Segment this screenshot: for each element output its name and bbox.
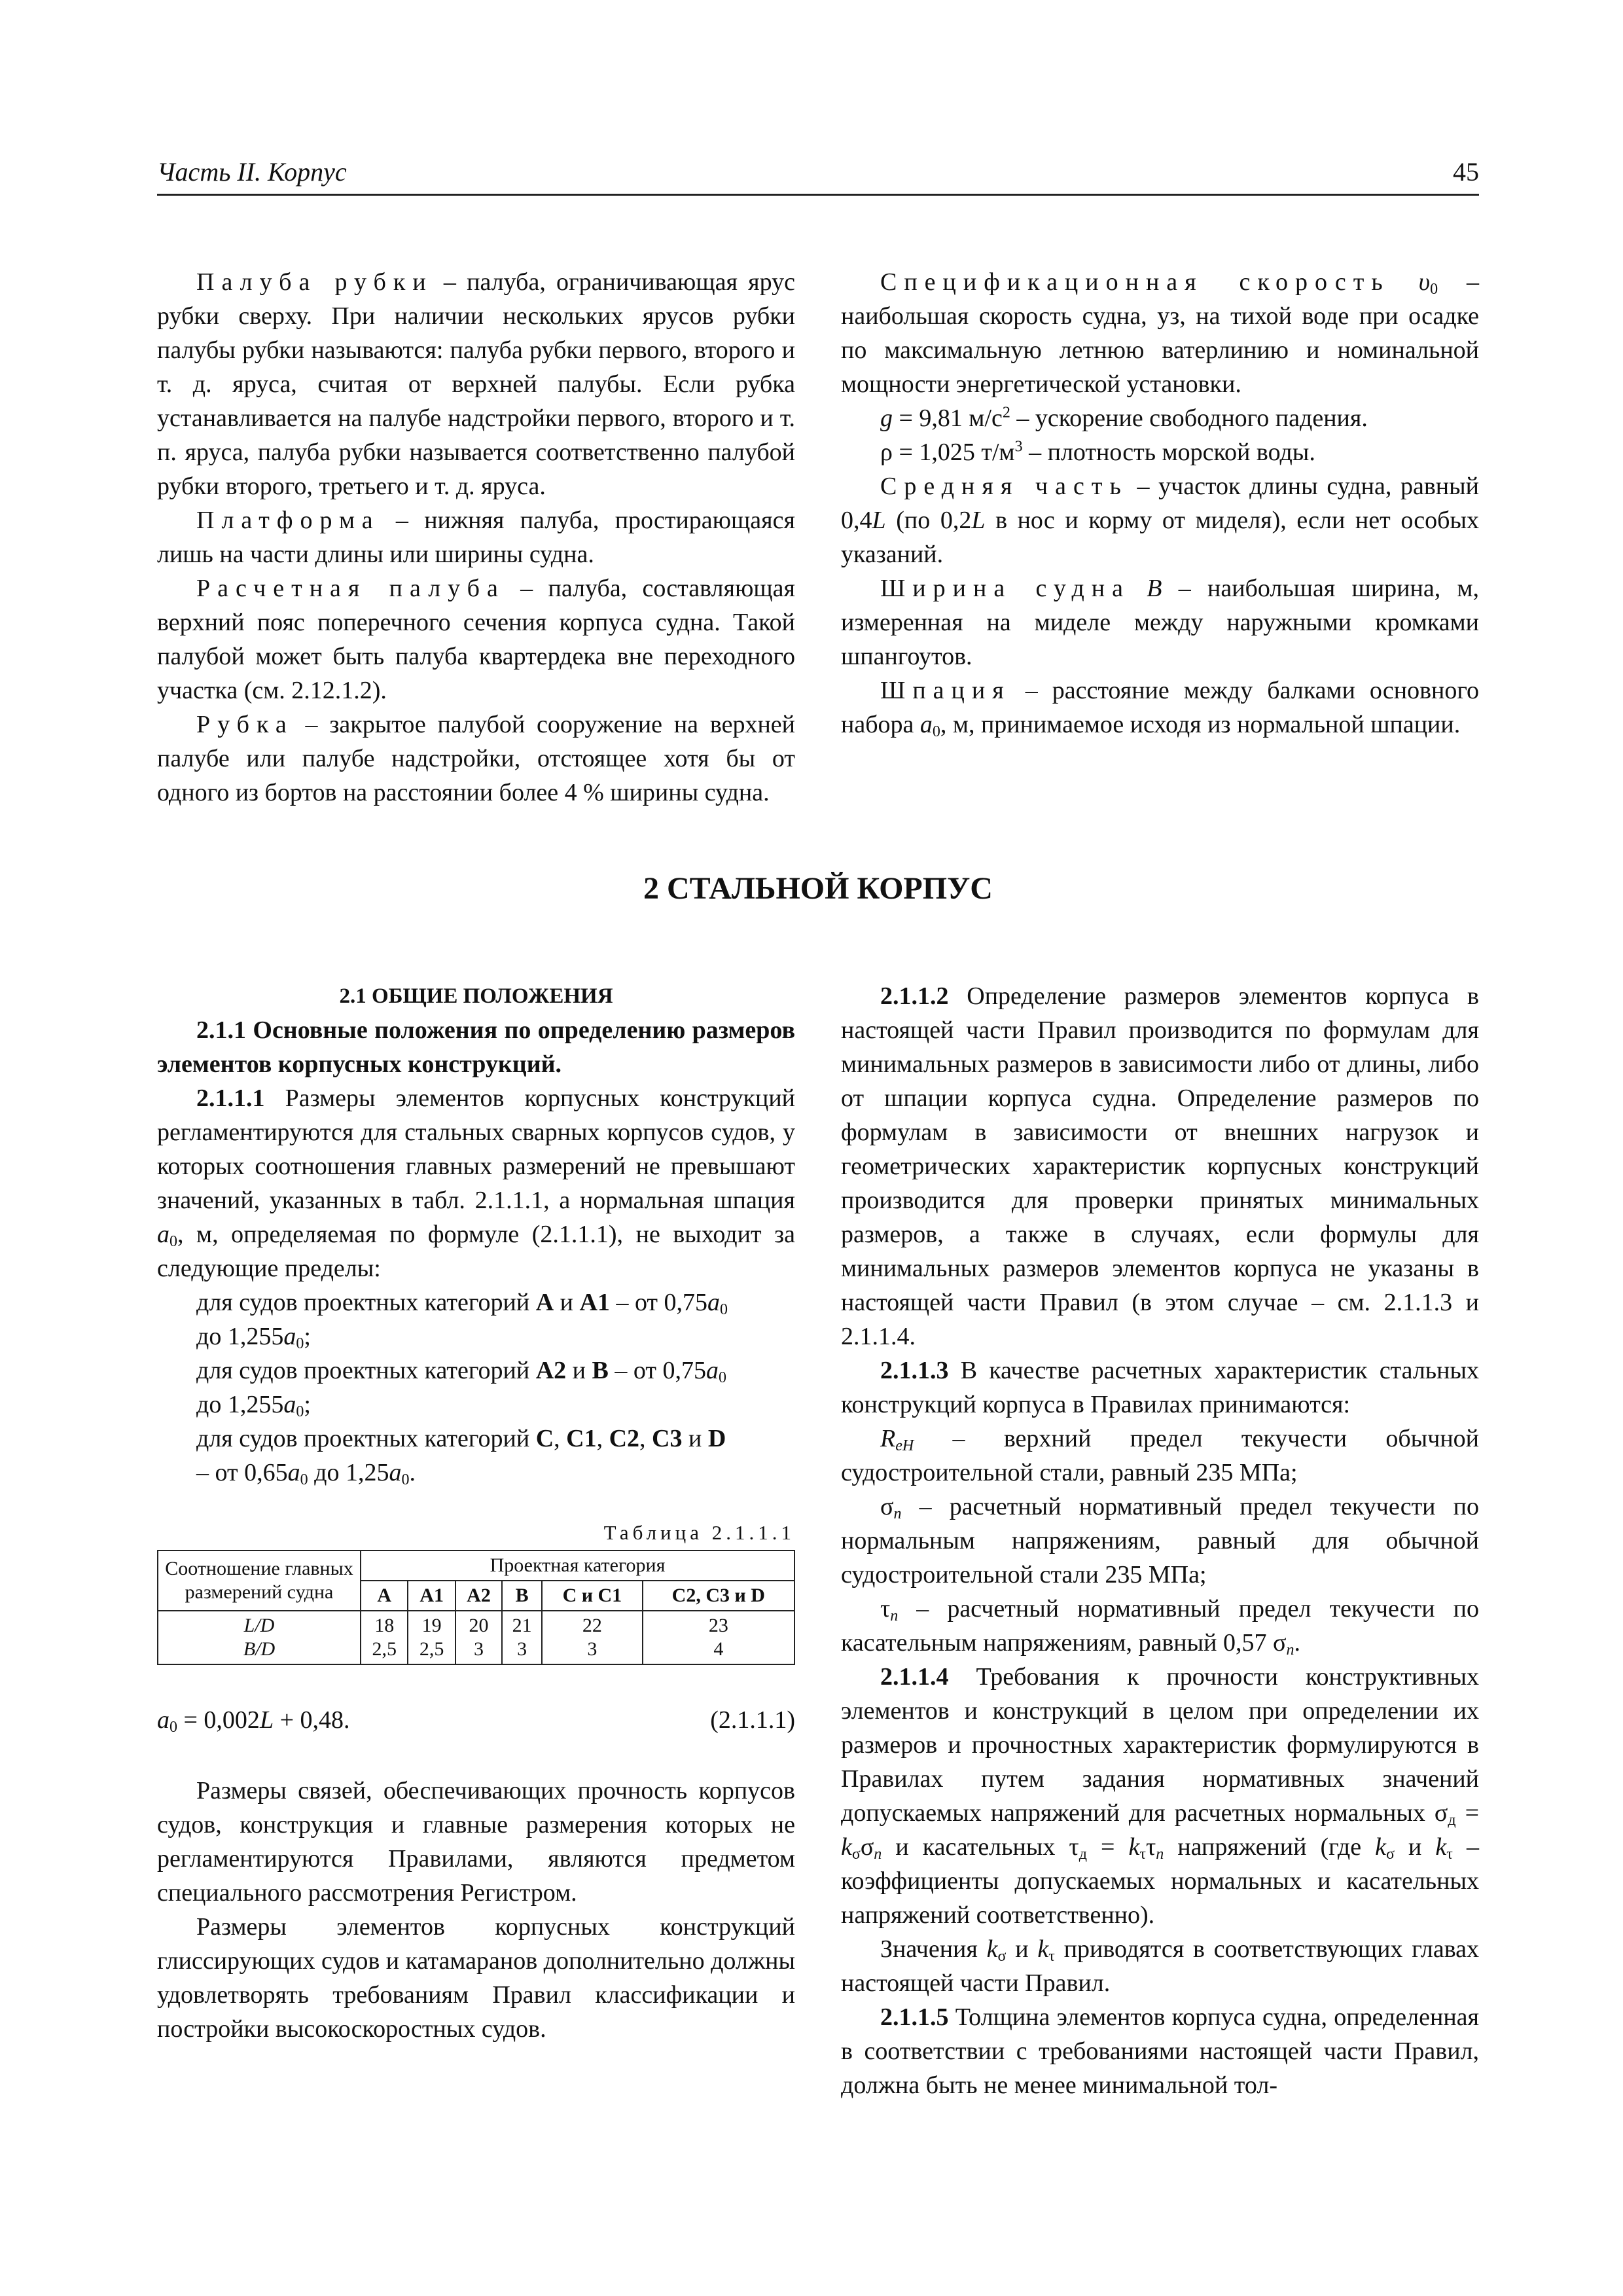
- page-number: 45: [1453, 157, 1479, 187]
- formula-expression: $a_0 = 0,002L + 0,48$.: [157, 1706, 350, 1736]
- range-categories-a2-b-end: до $1,255a_0$;: [196, 1391, 311, 1420]
- definition-speed: Спецификационная скорость $\upsilon_0$ – наибольшая скорость судна, уз, на тихой воде при осадке по максимальную летнюю ватерлинию и номинальной мощности энергетической установки.: [841, 268, 1479, 398]
- table-cell: 20 3: [455, 1611, 502, 1664]
- bottom-right-column: [841, 979, 1479, 2102]
- range-categories-c-d: для судов проектных категорий C, C1, C2, C3 и D: [196, 1425, 726, 1452]
- definition-deckhouse-deck: Палуба рубки – палуба, ограничивающая ярус рубки сверху. При наличии нескольких ярусов рубки палубы рубки называются: палуба рубки первого, второго и т. д. яруса, считая от верхней палубы. Если рубка устанавливается на палубе надстройки первого, второго и т. п. яруса, палуба рубки называется соответственно палубой рубки второго, третьего и т. д. яруса.: [157, 268, 795, 500]
- paragraph-2-1-1-4: 2.1.1.4 Требования к прочности конструктивных элементов и конструкций в целом при определении их размеров и прочностных характеристик формулируются в Правилах путем задания нормативных значений допускаемых напряжений для расчетных нормальных $\sigma_д = k_\sigma\sigma_n$ и касательных $\tau_д = k_\tau\tau_n$ напряжений (где $k_\sigma$ и $k_\tau$ – коэффициенты допускаемых нормальных и касательных напряжений соответственно).: [841, 1663, 1480, 1929]
- chapter-title: 2 СТАЛЬНОЙ КОРПУС: [643, 871, 993, 906]
- definition-midship: Средняя часть – участок длины судна, равный 0,4L (по 0,2L в нос и корму от миделя), если нет особых указаний.: [841, 473, 1479, 568]
- item-sigma-n: $\sigma_n$ – расчетный нормативный предел текучести по нормальным напряжениям, равный для обычной судостроительной стали 235 МПа;: [841, 1493, 1479, 1588]
- range-categories-a-a1: для судов проектных категорий A и A1 – от $0,75a_0$: [196, 1289, 728, 1318]
- formula-number: (2.1.1.1): [710, 1706, 795, 1734]
- top-right-column: [841, 265, 1479, 742]
- table-header-ratio: Соотношение главных размерений судна: [158, 1551, 361, 1611]
- table-col-header: C и C1: [542, 1581, 643, 1611]
- top-left-column: [157, 265, 795, 810]
- paragraph-2-1-1-1: 2.1.1.1 Размеры элементов корпусных конструкций регламентируются для стальных сварных корпусов судов, у которых соотношения главных размерений не превышают значений, указанных в табл. 2.1.1.1, а нормальная шпация $a_0$, м, определяемая по формуле (2.1.1.1), не выходит за следующие пределы:: [157, 1085, 795, 1282]
- paragraph-planing-craft: Размеры элементов корпусных конструкций глиссирующих судов и катамаранов дополнительно должны удовлетворять требованиям Правил классификации и постройки высокоскоростных судов.: [157, 1913, 795, 2043]
- table-cell: L/D B/D: [158, 1611, 361, 1664]
- table-col-header: B: [502, 1581, 542, 1611]
- paragraph-2-1-1-2: 2.1.1.2 Определение размеров элементов корпуса в настоящей части Правил производится по формулам для минимальных размеров в зависимости либо от длины, либо от шпации корпуса судна. Определение размеров по формулам в зависимости от внешних нагрузок и геометрических характеристик корпусных конструкций производится для проверки принятых минимальных размеров, а также в случаях, если формулы для минимальных размеров элементов корпуса не указаны в настоящей части Правил (в этом случае – см. 2.1.1.3 и 2.1.1.4.: [841, 982, 1479, 1350]
- range-categories-a-a1-end: до $1,255a_0$;: [196, 1323, 311, 1352]
- table-col-header: A1: [408, 1581, 455, 1611]
- table-cell: 23 4: [643, 1611, 794, 1664]
- paragraph-coefficients: Значения $k_\sigma$ и $k_\tau$ приводятся в соответствующих главах настоящей части Правил.: [841, 1935, 1480, 1997]
- section-title: 2.1 ОБЩИЕ ПОЛОЖЕНИЯ: [339, 984, 613, 1008]
- running-header: [157, 154, 1479, 196]
- table-caption: Таблица 2.1.1.1: [603, 1521, 795, 1544]
- paragraph-2-1-1-3: 2.1.1.3 В качестве расчетных характеристик стальных конструкций корпуса в Правилах принимаются:: [841, 1357, 1479, 1418]
- table-row: [158, 1611, 794, 1664]
- running-header-title: Часть II. Корпус: [157, 157, 347, 187]
- item-tau-n: $\tau_n$ – расчетный нормативный предел текучести по касательным напряжениям, равный 0,57 $\sigma_n$.: [841, 1595, 1479, 1659]
- formula-2-1-1-1: [157, 1703, 795, 1737]
- definition-spacing: Шпация – расстояние между балками основного набора $a_0$, м, принимаемое исходя из нормальной шпации.: [841, 677, 1479, 740]
- table-cell: 21 3: [502, 1611, 542, 1664]
- table-cell: 18 2,5: [361, 1611, 408, 1664]
- table-col-header: A2: [455, 1581, 502, 1611]
- dimensions-ratio-table: [157, 1550, 795, 1665]
- table-col-header: C2, C3 и D: [643, 1581, 794, 1611]
- definition-strength-deck: Расчетная палуба – палуба, составляющая верхний пояс поперечного сечения корпуса судна. Такой палубой может быть палуба квартердека вне переходного участка (см. 2.12.1.2).: [157, 575, 795, 704]
- definition-gravity: g = 9,81 $м/с^2$ – ускорение свободного падения.: [880, 404, 1368, 432]
- paragraph-2-1-1-5: 2.1.1.5 Толщина элементов корпуса судна, определенная в соответствии с требованиями настоящей части Правил, должна быть не менее минимальной тол-: [841, 2003, 1479, 2099]
- table-cell: 22 3: [542, 1611, 643, 1664]
- definition-deckhouse: Рубка – закрытое палубой сооружение на верхней палубе или палубе надстройки, отстоящее хотя бы от одного из бортов на расстоянии более 4 % ширины судна.: [157, 711, 795, 806]
- bottom-left-column: [157, 979, 795, 2046]
- table-header-category: Проектная категория: [361, 1551, 794, 1581]
- definition-platform: Платформа – нижняя палуба, простирающаяся лишь на части длины или ширины судна.: [157, 507, 795, 568]
- range-categories-a2-b: для судов проектных категорий A2 и B – от $0,75a_0$: [196, 1357, 726, 1386]
- table-cell: 19 2,5: [408, 1611, 455, 1664]
- paragraph-special-consideration: Размеры связей, обеспечивающих прочность корпусов судов, конструкция и главные размерения которых не регламентируются Правилами, являются предметом специального рассмотрения Регистром.: [157, 1777, 795, 1907]
- range-categories-c-d-end: – от $0,65a_0$ до $1,25a_0$.: [196, 1459, 416, 1488]
- table-col-header: A: [361, 1581, 408, 1611]
- definition-breadth: Ширина судна B – наибольшая ширина, м, измеренная на миделе между наружными кромками шпангоутов.: [841, 575, 1480, 670]
- definition-density: ρ = 1,025 $т/м^3$ – плотность морской воды.: [880, 438, 1315, 466]
- subsection-title: 2.1.1 Основные положения по определению размеров элементов корпусных конструкций.: [157, 1016, 795, 1078]
- item-reh: $R_{eH}$ – верхний предел текучести обычной судостроительной стали, равный 235 МПа;: [841, 1425, 1479, 1486]
